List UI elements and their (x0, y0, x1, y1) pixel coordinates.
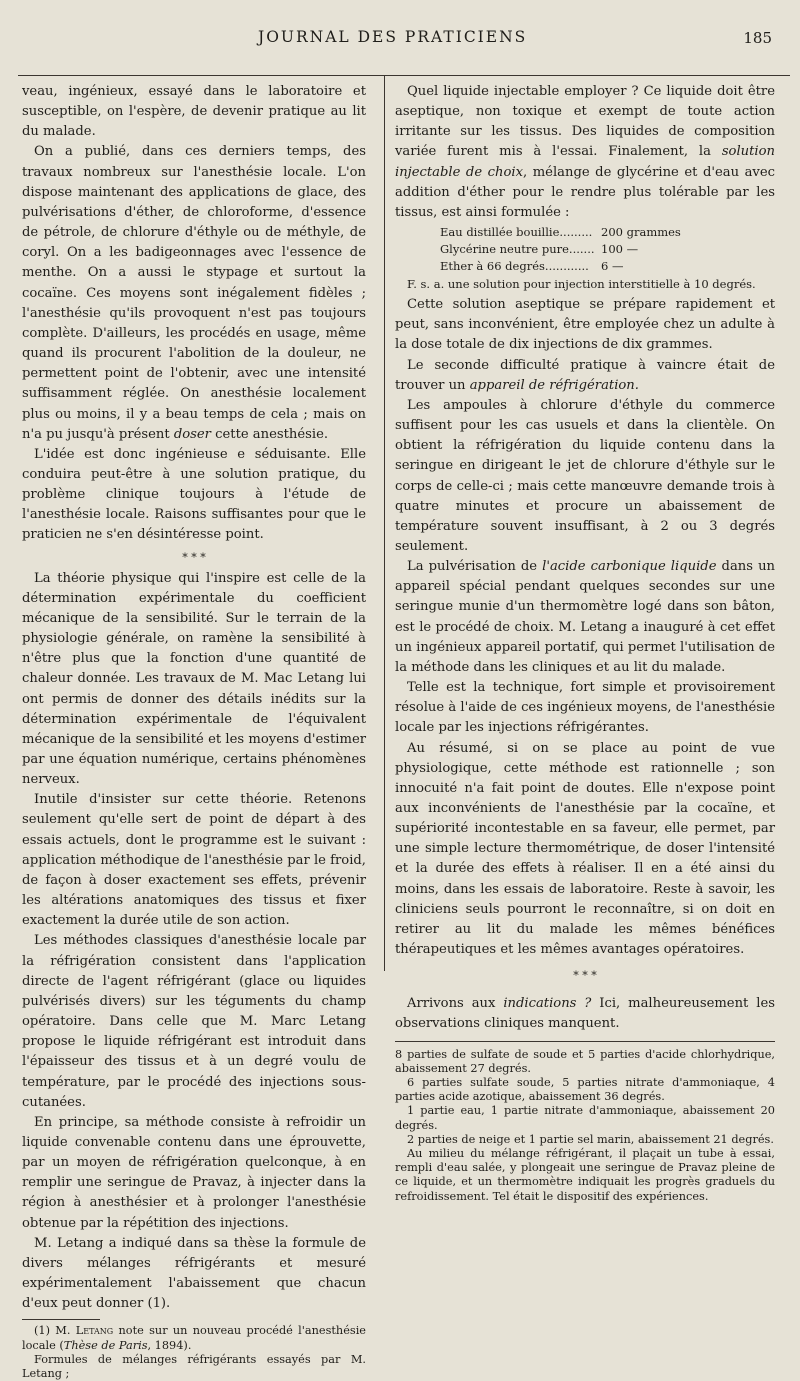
paragraph: M. Letang a indiqué dans sa thèse la formule de divers mélanges réfrigérants et mesuré expérimentalement l'abaissement que chacun d'eux peut donner (1). (22, 1235, 366, 1312)
formula-row: Glycérine neutre pure....... 100 — (440, 242, 639, 257)
paragraph: On a publié, dans ces derniers temps, des travaux nombreux sur l'anesthésie locale. L'on dispose maintenant des applications de glace, des pulvérisations d'éther, de chloroforme, d'essence de pétrole, de chlorure d'éthyle ou de méthyle, de coryl. On a les badigeonnages avec l'essence de menthe. On a aussi le stypage et surtout la cocaïne. Ces moyens sont inégalement fidèles ; l'anesthésie qu'ils provoquent n'est pas toujours complète. D'ailleurs, les procédés en usage, même quand ils procurent l'abolition de la douleur, ne permettent point de l'obtenir, avec une intensité suffisamment réglée. On anesthésie localement plus ou moins, il y a beau temps de cela ; mais on n'a pu jusqu'à présent doser cette anesthésie. (22, 144, 366, 442)
paragraph: En principe, sa méthode consiste à refroidir un liquide convenable contenu dans une éprouvette, par un moyen de réfrigération quelconque, à en remplir une seringue de Pravaz, à injecter dans la région à anesthésier et à prolonger l'anesthésie obtenue par la répétition des injections. (22, 1114, 366, 1231)
footnote: 1 partie eau, 1 partie nitrate d'ammoniaque, abaissement 20 degrés. (395, 1104, 775, 1132)
footnote: (1) M. Letang note sur un nouveau procédé l'anesthésie locale (Thèse de Paris, 1894). (22, 1324, 366, 1352)
paragraph: Inutile d'insister sur cette théorie. Retenons seulement qu'elle sert de point de départ à des essais actuels, dont le programme est le suivant : application méthodique de l'anesthésie par le froid, de façon à doser exactement ses effets, prévenir les altérations anatomiques des tissus et fixer exactement la durée utile de son action. (22, 792, 366, 929)
paragraph: Les méthodes classiques d'anesthésie locale par la réfrigération consistent dans l'application directe de l'agent réfrigérant (glace ou liquides pulvérisés divers) sur les téguments du champ opératoire. Dans celle que M. Marc Letang propose le liquide réfrigérant est introduit dans l'épaisseur des tissus et à un degré voulu de température, par le procédé des injections sous-cutanées. (22, 933, 366, 1110)
footnote: 6 parties sulfate soude, 5 parties nitrate d'ammoniaque, 4 parties acide azotique, abaissement 36 degrés. (395, 1075, 775, 1104)
section-separator: * * * (573, 969, 597, 983)
paragraph: Quel liquide injectable employer ? Ce liquide doit être aseptique, non toxique et exempt de toute action irritante sur les tissus. Des liquides de composition variée furent mis à l'essai. Finalement, la solution injectable de choix, mélange de glycérine et d'eau avec addition d'éther pour le rendre plus tolérable par les tissus, est ainsi formulée : (395, 84, 775, 220)
header-rule (18, 75, 790, 76)
paragraph: Au résumé, si on se place au point de vue physiologique, cette méthode est rationnelle ; son innocuité n'a fait point de doutes. Elle n'expose point aux inconvénients de l'anesthésie par la cocaïne, et supériorité incontestable en sa faveur, elle permet, par une simple lecture thermométrique, de doser l'intensité et la durée des effets à réaliser. Il en a été ainsi du moins, dans les essais de laboratoire. Reste à savoir, les cliniciens seuls pourront le reconnaître, si on doit en retirer au lit du malade les mêmes bénéfices thérapeutiques et les mêmes avantages opératoires. (395, 740, 775, 958)
footnote: Formules de mélanges réfrigérants essayés par M. Letang ; (22, 1352, 366, 1380)
paragraph: Le seconde difficulté pratique à vaincre était de trouver un appareil de réfrigération. (395, 357, 775, 393)
paragraph: Arrivons aux indications ? Ici, malheureusement les observations cliniques manquent. (395, 996, 775, 1032)
footnote: Au milieu du mélange réfrigérant, il plaçait un tube à essai, rempli d'eau salée, y plongeait une seringue de Pravaz pleine de ce liquide, et un thermomètre indiquait les progrès graduels du refroidissement. Tel était le dispositif des expériences. (395, 1146, 775, 1203)
page-number: 185 (743, 29, 772, 47)
column-divider (384, 76, 385, 971)
formula-row: Eau distillée bouillie......... 200 grammes (440, 225, 681, 240)
page-header (0, 28, 800, 52)
formula-row: Ether à 66 degrés............ 6 — (440, 259, 624, 274)
paragraph: La pulvérisation de l'acide carbonique liquide dans un appareil spécial pendant quelques secondes sur une seringue munie d'un thermomètre logé dans son bâton, est le procédé de choix. M. Letang a inauguré à cet effet un ingénieux appareil portatif, qui permet l'utilisation de la méthode dans les cliniques et au lit du malade. (395, 559, 775, 675)
running-title: JOURNAL DES PRATICIENS (258, 28, 528, 46)
left-column (22, 82, 366, 1381)
paragraph: L'idée est donc ingénieuse e séduisante. Elle conduira peut-être à une solution pratique, du problème clinique toujours à l'étude de l'anesthésie locale. Raisons suffisantes pour que le praticien ne s'en désintéresse point. (22, 446, 366, 543)
formula-note: F. s. a. une solution pour injection interstitielle à 10 degrés. (407, 277, 756, 292)
footnote-rule (395, 1041, 775, 1042)
footnote: 8 parties de sulfate de soude et 5 parties d'acide chlorhydrique, abaissement 27 degrés. (395, 1047, 775, 1075)
footnote: 2 parties de neige et 1 partie sel marin, abaissement 21 degrés. (407, 1132, 774, 1146)
paragraph: La théorie physique qui l'inspire est celle de la détermination expérimentale du coefficient mécanique de la sensibilité. Sur le terrain de la physiologie générale, on ramène la sensibilité à n'être plus que la fonction d'une quantité de chaleur donnée. Les travaux de M. Mac Letang lui ont permis de donner des détails inédits sur la détermination expérimentale de l'équivalent mécanique de la sensibilité et les moyens d'estimer par une équation numérique, certains phénomènes nerveux. (22, 570, 366, 788)
paragraph: Telle est la technique, fort simple et provisoirement résolue à l'aide de ces ingénieux moyens, de l'anesthésie locale par les injections réfrigérantes. (395, 680, 775, 736)
right-column (395, 82, 775, 1204)
formula-table (395, 224, 775, 275)
section-separator: * * * (182, 550, 206, 564)
paragraph: Les ampoules à chlorure d'éthyle du commerce suffisent pour les cas usuels et dans la clientèle. On obtient la réfrigération du liquide contenu dans la seringue en dirigeant le jet de chlorure d'éthyle sur le corps de celle-ci ; mais cette manœuvre demande trois à quatre minutes et procure un abaissement de température souvent insuffisant, à 2 ou 3 degrés seulement. (395, 397, 775, 554)
paragraph: veau, ingénieux, essayé dans le laboratoire et susceptible, on l'espère, de devenir pratique au lit du malade. (22, 84, 366, 140)
paragraph: Cette solution aseptique se prépare rapidement et peut, sans inconvénient, être employée chez un adulte à la dose totale de dix injections de dix grammes. (395, 297, 775, 353)
footnote-rule (22, 1319, 100, 1320)
